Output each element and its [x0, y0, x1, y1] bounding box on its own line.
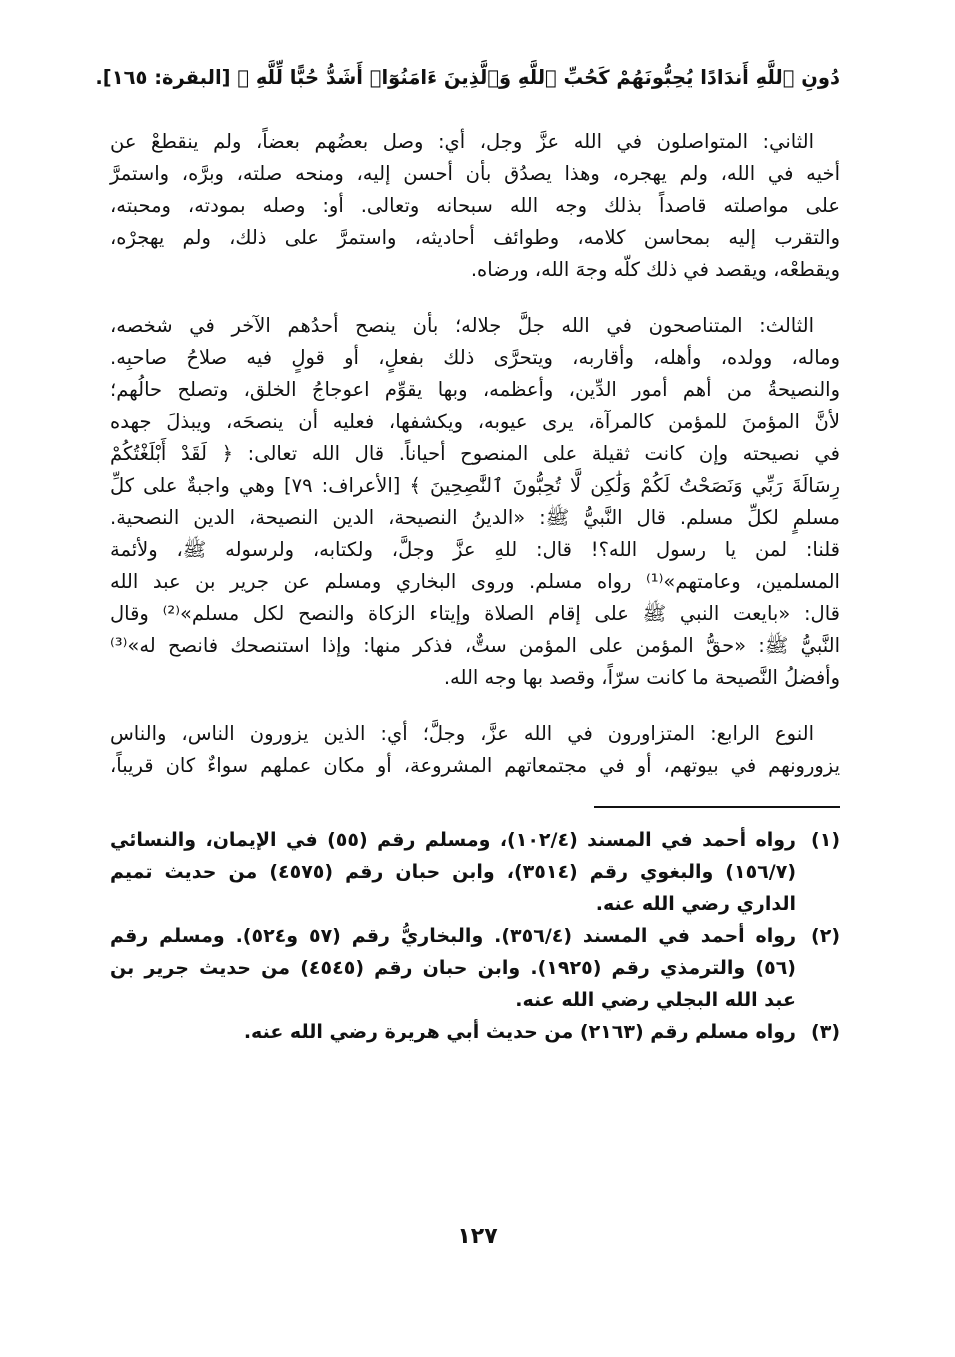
- footnote-line: رواه أحمد في المسند (١٠٢/٤)، ومسلم رقم (٥٥) في الإيمان، والنسائي: [110, 829, 796, 851]
- footnote-line: رواه مسلم رقم (٢١٦٣) من حديث أبي هريرة رضي الله عنه.: [243, 1021, 796, 1043]
- quran-verse-header: دُونِ ٱللَّهِ أَندَادًا يُحِبُّونَهُمْ كَحُبِّ ٱللَّهِ وَٱلَّذِينَ ءَامَنُوٓا۟ أَشَدُّ حُبًّا لِّلَّهِ ﴾ [البقرة: ١٦٥].: [95, 66, 840, 89]
- text-line: مسلمٍ لكلِّ مسلم. قال النَّبيُّ ﷺ: «الدينُ النصيحة، الدين النصيحة، الدين النصحية.: [110, 506, 840, 529]
- footnote-item: [110, 920, 840, 1016]
- text-line: ويقطعْه، ويقصد في ذلك كلّه وجهَ الله، ورضاه.: [470, 258, 840, 281]
- text-line: قال: «بايعت النبي ﷺ على إقام الصلاة وإيتاء الزكاة والنصح لكل مسلم»⁽²⁾ وقال: [110, 602, 840, 625]
- text-line: قلنا: لمن يا رسول الله؟! قال: للهِ عزَّ وجلَّ، ولكتابه، ولرسوله ﷺ، ولأئمة: [110, 538, 840, 561]
- text-line: والتقرب إليه بمحاسن كلامه، وطوائف أحاديثه، واستمرَّ على ذلك، ولم يهجرْه،: [110, 226, 840, 249]
- text-line: المسلمين، وعامتهم»⁽¹⁾ رواه مسلم. وروى البخاري ومسلم عن جرير بن عبد الله: [110, 570, 840, 593]
- footnote-number: (٢): [811, 925, 840, 947]
- footnote-line: (٥٦) والترمذي رقم (١٩٢٥). وابن حبان رقم (٤٥٤٥) من حديث جرير بن: [110, 957, 796, 979]
- text-line: الثالث: المتناصحون في الله جلَّ جلاله؛ بأن ينصح أحدُهم الآخر في شخصه،: [110, 314, 814, 337]
- footnote-line: عبد الله البجلي رضي الله عنه.: [515, 989, 796, 1011]
- footnote-separator: [594, 806, 840, 808]
- text-line: النَّبيُّ ﷺ: «حقُّ المؤمن على المؤمن ستٌّ، فذكر منها: وإذا استنصحك فانصح له»⁽³⁾: [110, 634, 840, 657]
- footnote-number: (١): [811, 829, 840, 851]
- paragraph-fourth: [110, 718, 840, 782]
- footnotes: [110, 824, 840, 1048]
- paragraph-third: [110, 310, 840, 694]
- text-line: يزورونهم في بيوتهم، أو في مجتمعاتهم المشروعة، أو مكان عملهم سواءٌ كان قريباً،: [110, 754, 840, 777]
- footnote-number: (٣): [811, 1021, 840, 1043]
- footnote-body: [110, 1016, 796, 1048]
- paragraph-second: [110, 126, 840, 286]
- text-line: على مواصلته قاصداً بذلك وجه الله سبحانه وتعالى. أو: وصله بمودته، ومحبته،: [110, 194, 840, 217]
- footnote-line: الداري رضي الله عنه.: [595, 893, 796, 915]
- footnote-item: [110, 1016, 840, 1048]
- page-number: ١٢٧: [457, 1224, 498, 1249]
- text-line: والنصيحةُ من أهم أمور الدِّين، وأعظمه، وبها يقوِّم اعوجاجُ الخلق، وتصلح حالُهم؛: [110, 378, 840, 401]
- text-line: الثاني: المتواصلون في الله عزَّ وجل، أي: وصل بعضُهم بعضاً، ولم ينقطعْ عن: [110, 130, 814, 153]
- footnote-line: (١٥٦/٧) والبغوي رقم (٣٥١٤)، وابن حبان رقم (٤٥٧٥) من حديث تميم: [110, 861, 796, 883]
- footnote-item: [110, 824, 840, 920]
- text-line: لأنَّ المؤمنَ للمؤمن كالمرآة، يرى عيوبه، ويكشفها، فعليه أن ينصحَه، ويبذلَ جهده: [110, 410, 840, 433]
- footnote-line: رواه أحمد في المسند (٣٥٦/٤). والبخاريُّ رقم (٥٧ و٥٢٤). ومسلم رقم: [110, 925, 797, 947]
- text-line: رِسَالَةَ رَبِّي وَنَصَحْتُ لَكُمْ وَلَٰكِن لَّا تُحِبُّونَ ٱلنَّٰصِحِينَ ﴾ [الأعراف: ٧٩] وهي واجبةٌ على كلِّ: [110, 474, 840, 497]
- page-content: [95, 62, 840, 1048]
- text-line: في نصيحته وإن كانت ثقيلة على المنصوح أحياناً. قال الله تعالى: ﴿ لَقَدْ أَبْلَغْتُكُمْ: [110, 442, 840, 465]
- footnote-body: [110, 920, 796, 1016]
- text-line: النوع الرابع: المتزاورون في الله عزَّ، وجلَّ؛ أي: الذين يزورون الناس، والناس: [110, 722, 814, 745]
- text-line: أخيه في الله، ولم يهجره، وهذا يصدُق بأن أحسن إليه، ومنحه صلته، وبرَّه، واستمرَّ: [110, 162, 840, 185]
- text-line: وماله، وولده، وأهله، وأقاربه، ويتحرَّى ذلك بفعلٍ، أو قولٍ فيه صلاحُ صاحبِه.: [110, 346, 840, 369]
- footnote-body: [110, 824, 796, 920]
- text-line: وأفضلُ النَّصيحة ما كانت سرّاً، وقصد بها وجه الله.: [443, 666, 840, 689]
